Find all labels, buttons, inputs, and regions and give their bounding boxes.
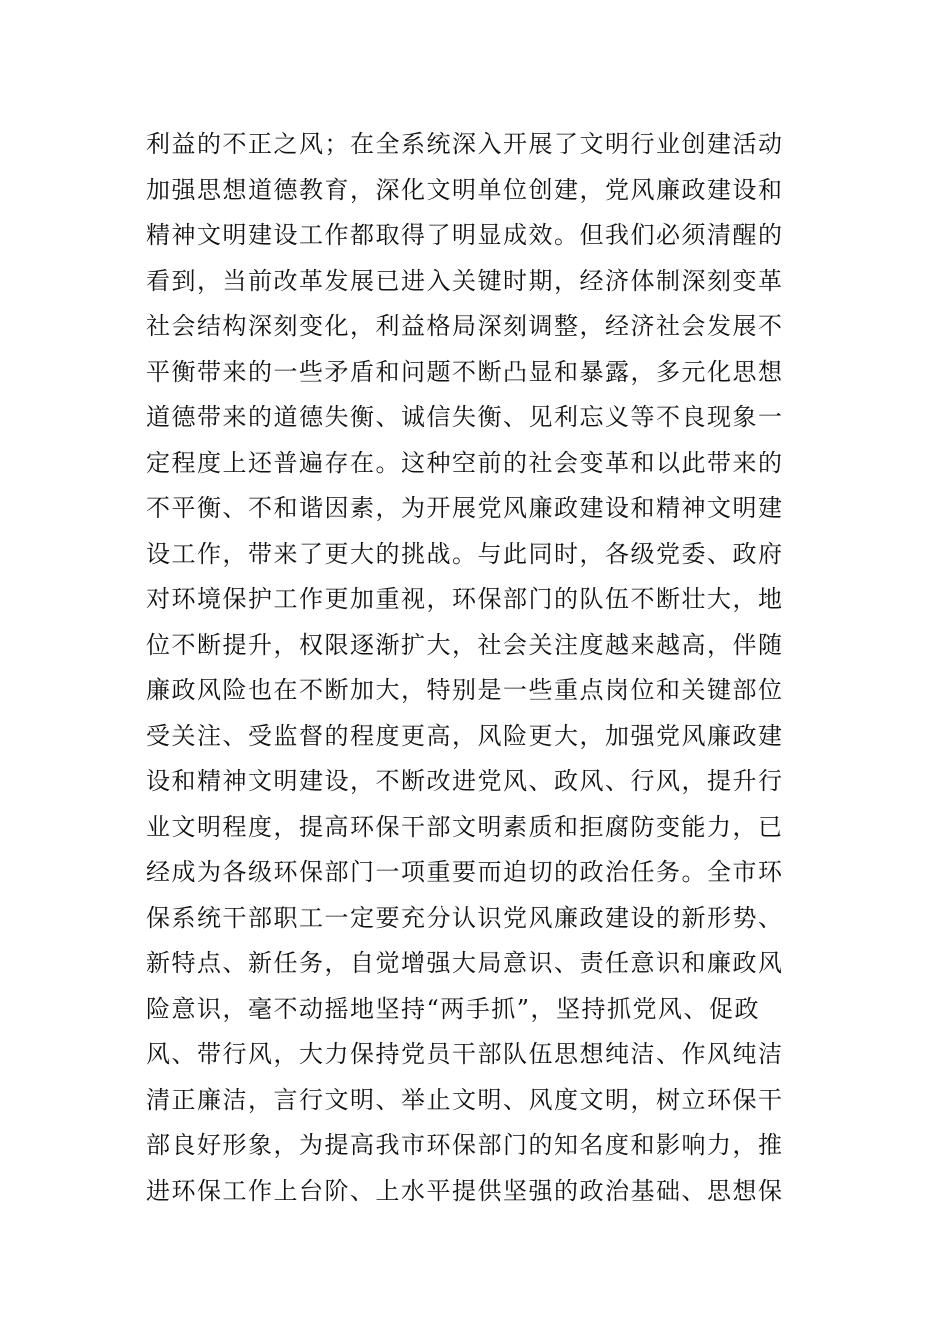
text-line: 利益的不正之风；在全系统深入开展了文明行业创建活动 <box>146 130 784 158</box>
text-line: 位不断提升，权限逐渐扩大，社会关注度越来越高，伴随 <box>146 630 784 659</box>
text-line: 定程度上还普遍存在。这种空前的社会变革和以此带来的 <box>146 448 784 477</box>
text-line: 不平衡、不和谐因素，为开展党风廉政建设和精神文明建 <box>146 494 784 522</box>
text-line: 部良好形象，为提高我市环保部门的知名度和影响力，推 <box>146 1131 784 1159</box>
text-line: 设和精神文明建设，不断改进党风、政风、行风，提升行 <box>146 767 784 795</box>
text-line: 业文明程度，提高环保干部文明素质和拒腐防变能力，已 <box>146 812 784 841</box>
text-line: 对环境保护工作更加重视，环保部门的队伍不断壮大，地 <box>146 585 784 613</box>
text-line: 险意识，毫不动摇地坚持“两手抓”，坚持抓党风、促政 <box>146 994 761 1023</box>
text-line: 设工作，带来了更大的挑战。与此同时，各级党委、政府 <box>146 539 784 568</box>
text-line: 受关注、受监督的程度更高，风险更大，加强党风廉政建 <box>146 721 784 750</box>
text-line: 新特点、新任务，自觉增强大局意识、责任意识和廉政风 <box>146 949 784 977</box>
body-paragraph <box>146 122 816 1214</box>
text-line: 道德带来的道德失衡、诚信失衡、见利忘义等不良现象一 <box>146 403 784 431</box>
text-line: 保系统干部职工一定要充分认识党风廉政建设的新形势、 <box>146 903 784 932</box>
text-line: 经成为各级环保部门一项重要而迫切的政治任务。全市环 <box>146 858 784 886</box>
text-line: 廉政风险也在不断加大，特别是一些重点岗位和关键部位 <box>146 676 784 704</box>
text-line: 加强思想道德教育，深化文明单位创建，党风廉政建设和 <box>146 175 784 204</box>
text-line: 进环保工作上台阶、上水平提供坚强的政治基础、思想保 <box>146 1176 784 1205</box>
text-line: 清正廉洁，言行文明、举止文明、风度文明，树立环保干 <box>146 1085 784 1114</box>
text-line: 风、带行风，大力保持党员干部队伍思想纯洁、作风纯洁 <box>146 1040 784 1068</box>
text-line: 精神文明建设工作都取得了明显成效。但我们必须清醒的 <box>146 221 784 249</box>
text-line: 社会结构深刻变化，利益格局深刻调整，经济社会发展不 <box>146 312 784 340</box>
text-line: 平衡带来的一些矛盾和问题不断凸显和暴露，多元化思想 <box>146 357 784 386</box>
text-line: 看到，当前改革发展已进入关键时期，经济体制深刻变革 <box>146 266 784 295</box>
